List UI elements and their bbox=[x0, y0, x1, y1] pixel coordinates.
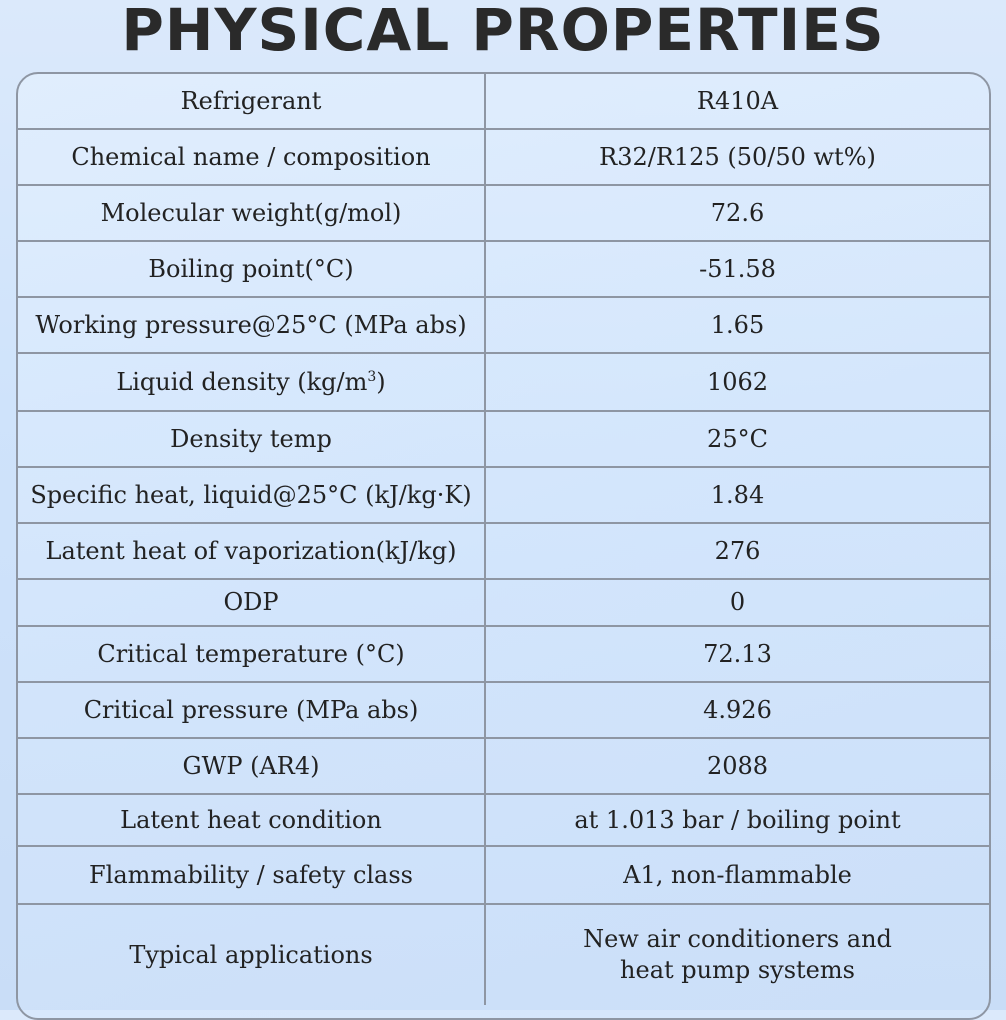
value-line: heat pump systems bbox=[620, 956, 855, 984]
property-value: 0 bbox=[485, 579, 989, 626]
table-row bbox=[18, 846, 989, 904]
property-value: 72.13 bbox=[485, 626, 989, 682]
table-row bbox=[18, 241, 989, 297]
property-name-text: Liquid density (kg/m bbox=[116, 367, 368, 396]
property-name: GWP (AR4) bbox=[18, 738, 485, 794]
property-value: -51.58 bbox=[485, 241, 989, 297]
property-value: 1.65 bbox=[485, 297, 989, 353]
value-line: New air conditioners and bbox=[583, 925, 892, 953]
table-row bbox=[18, 523, 989, 579]
table-row bbox=[18, 738, 989, 794]
property-value: 2088 bbox=[485, 738, 989, 794]
table-row bbox=[18, 626, 989, 682]
table-row bbox=[18, 185, 989, 241]
table-row bbox=[18, 74, 989, 129]
table-row bbox=[18, 682, 989, 738]
property-value: A1, non-flammable bbox=[485, 846, 989, 904]
property-name bbox=[18, 353, 485, 411]
table-row bbox=[18, 794, 989, 846]
table-row bbox=[18, 411, 989, 467]
table-row bbox=[18, 297, 989, 353]
properties-grid bbox=[18, 74, 989, 1005]
page-title: PHYSICAL PROPERTIES bbox=[121, 0, 885, 64]
table-row bbox=[18, 467, 989, 523]
property-name: Latent heat of vaporization(kJ/kg) bbox=[18, 523, 485, 579]
table-row bbox=[18, 129, 989, 185]
table-row bbox=[18, 904, 989, 1005]
property-name: ODP bbox=[18, 579, 485, 626]
property-value: R410A bbox=[485, 74, 989, 129]
property-name: Critical temperature (°C) bbox=[18, 626, 485, 682]
property-value: R32/R125 (50/50 wt%) bbox=[485, 129, 989, 185]
property-value: 25°C bbox=[485, 411, 989, 467]
superscript-three: 3 bbox=[367, 368, 377, 385]
property-name: Typical applications bbox=[18, 904, 485, 1005]
property-name: Density temp bbox=[18, 411, 485, 467]
property-value bbox=[485, 904, 989, 1005]
property-name: Boiling point(°C) bbox=[18, 241, 485, 297]
property-value: 4.926 bbox=[485, 682, 989, 738]
property-value: 1.84 bbox=[485, 467, 989, 523]
properties-table bbox=[16, 72, 991, 1020]
property-name: Latent heat condition bbox=[18, 794, 485, 846]
property-name: Specific heat, liquid@25°C (kJ/kg·K) bbox=[18, 467, 485, 523]
property-value: at 1.013 bar / boiling point bbox=[485, 794, 989, 846]
property-name: Critical pressure (MPa abs) bbox=[18, 682, 485, 738]
table-row bbox=[18, 579, 989, 626]
property-name: Working pressure@25°C (MPa abs) bbox=[18, 297, 485, 353]
property-name-tail: ) bbox=[376, 367, 386, 396]
table-row bbox=[18, 353, 989, 411]
property-value: 72.6 bbox=[485, 185, 989, 241]
property-value: 1062 bbox=[485, 353, 989, 411]
property-name: Chemical name / composition bbox=[18, 129, 485, 185]
property-name: Flammability / safety class bbox=[18, 846, 485, 904]
property-name: Molecular weight(g/mol) bbox=[18, 185, 485, 241]
property-value: 276 bbox=[485, 523, 989, 579]
property-name: Refrigerant bbox=[18, 74, 485, 129]
